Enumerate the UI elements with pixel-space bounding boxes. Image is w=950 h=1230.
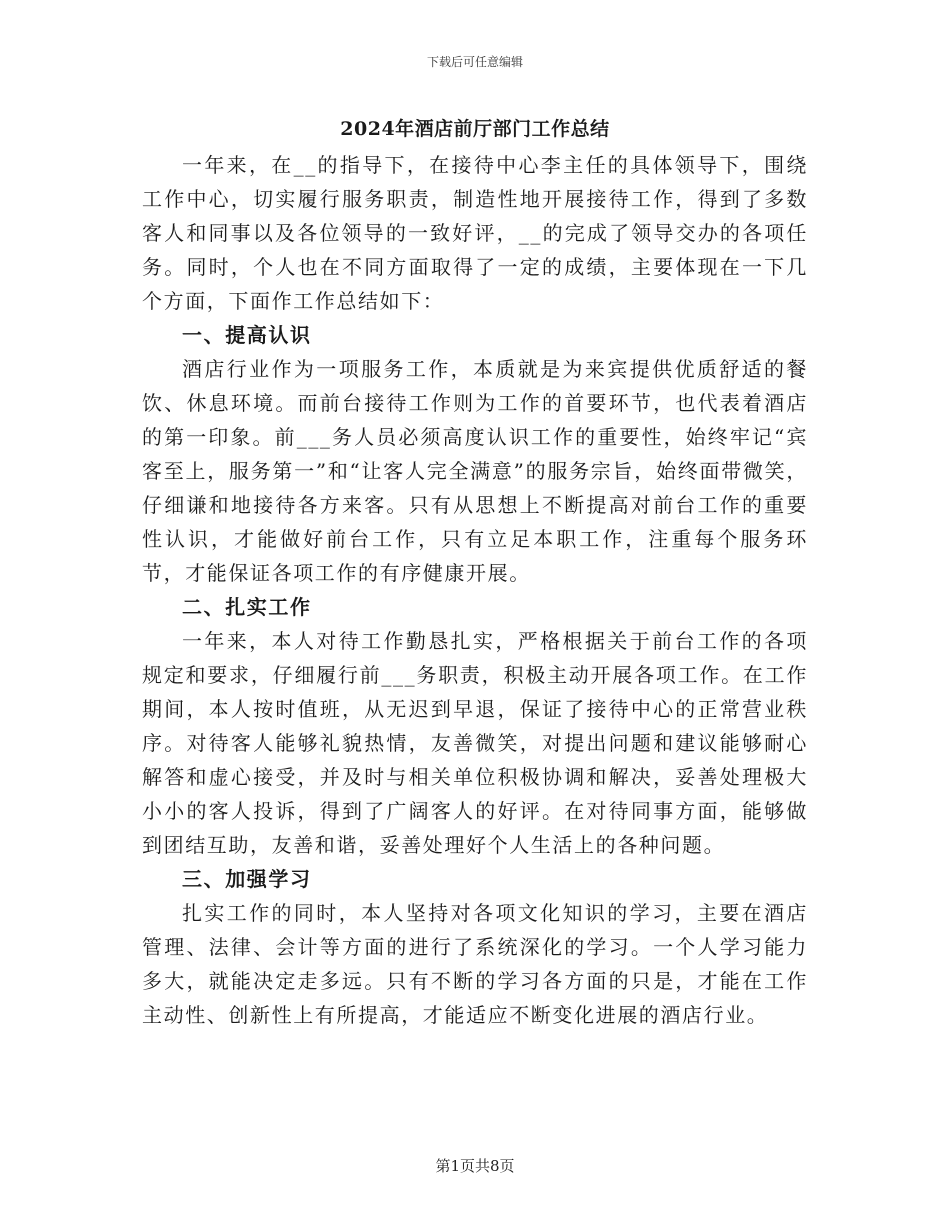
page-header-note: 下载后可任意编辑 (426, 55, 523, 69)
document-title: 2024年酒店前厅部门工作总结 (340, 118, 610, 140)
section-paragraph-solid-work: 一年来，本人对待工作勤恳扎实，严格根据关于前台工作的各项规定和要求，仔细履行前___务职责，积极主动开展各项工作。在工作期间，本人按时值班，从无迟到早退，保证了接待中心的正常营业秩序。对待客人能够礼貌热情，友善微笑，对提出问题和建议能够耐心解答和虚心接受，并及时与相关单位积极协调和解决，妥善处理极大小小的客人投诉，得到了广阔客人的好评。在对待同事方面，能够做到团结互助，友善和谐，妥善处理好个人生活上的各种问题。 (142, 629, 808, 857)
section-paragraph-learning: 扎实工作的同时，本人坚持对各项文化知识的学习，主要在酒店管理、法律、会计等方面的进行了系统深化的学习。一个人学习能力多大，就能决定走多远。只有不断的学习各方面的只是，才能在工作主动性、创新性上有所提高，才能适应不断变化进展的酒店行业。 (142, 901, 808, 1027)
document-body (142, 148, 808, 1032)
section-heading-awareness: 一、提高认识 (182, 323, 312, 347)
intro-paragraph: 一年来，在__的指导下，在接待中心李主任的具体领导下，围绕工作中心，切实履行服务职责，制造性地开展接待工作，得到了多数客人和同事以及各位领导的一致好评，__的完成了领导交办的各项任务。同时，个人也在不同方面取得了一定的成绩，主要体现在一下几个方面，下面作工作总结如下： (142, 153, 808, 313)
section-paragraph-awareness: 酒店行业作为一项服务工作，本质就是为来宾提供优质舒适的餐饮、休息环境。而前台接待工作则为工作的首要环节，也代表着酒店的第一印象。前___务人员必须高度认识工作的重要性，始终牢记“宾客至上，服务第一”和“让客人完全满意”的服务宗旨，始终面带微笑，仔细谦和地接待各方来客。只有从思想上不断提高对前台工作的重要性认识，才能做好前台工作，只有立足本职工作，注重每个服务环节，才能保证各项工作的有序健康开展。 (142, 357, 808, 585)
page-number: 第1页共8页 (435, 1157, 515, 1175)
section-heading-learning: 三、加强学习 (182, 867, 312, 891)
section-heading-solid-work: 二、扎实工作 (182, 595, 312, 619)
